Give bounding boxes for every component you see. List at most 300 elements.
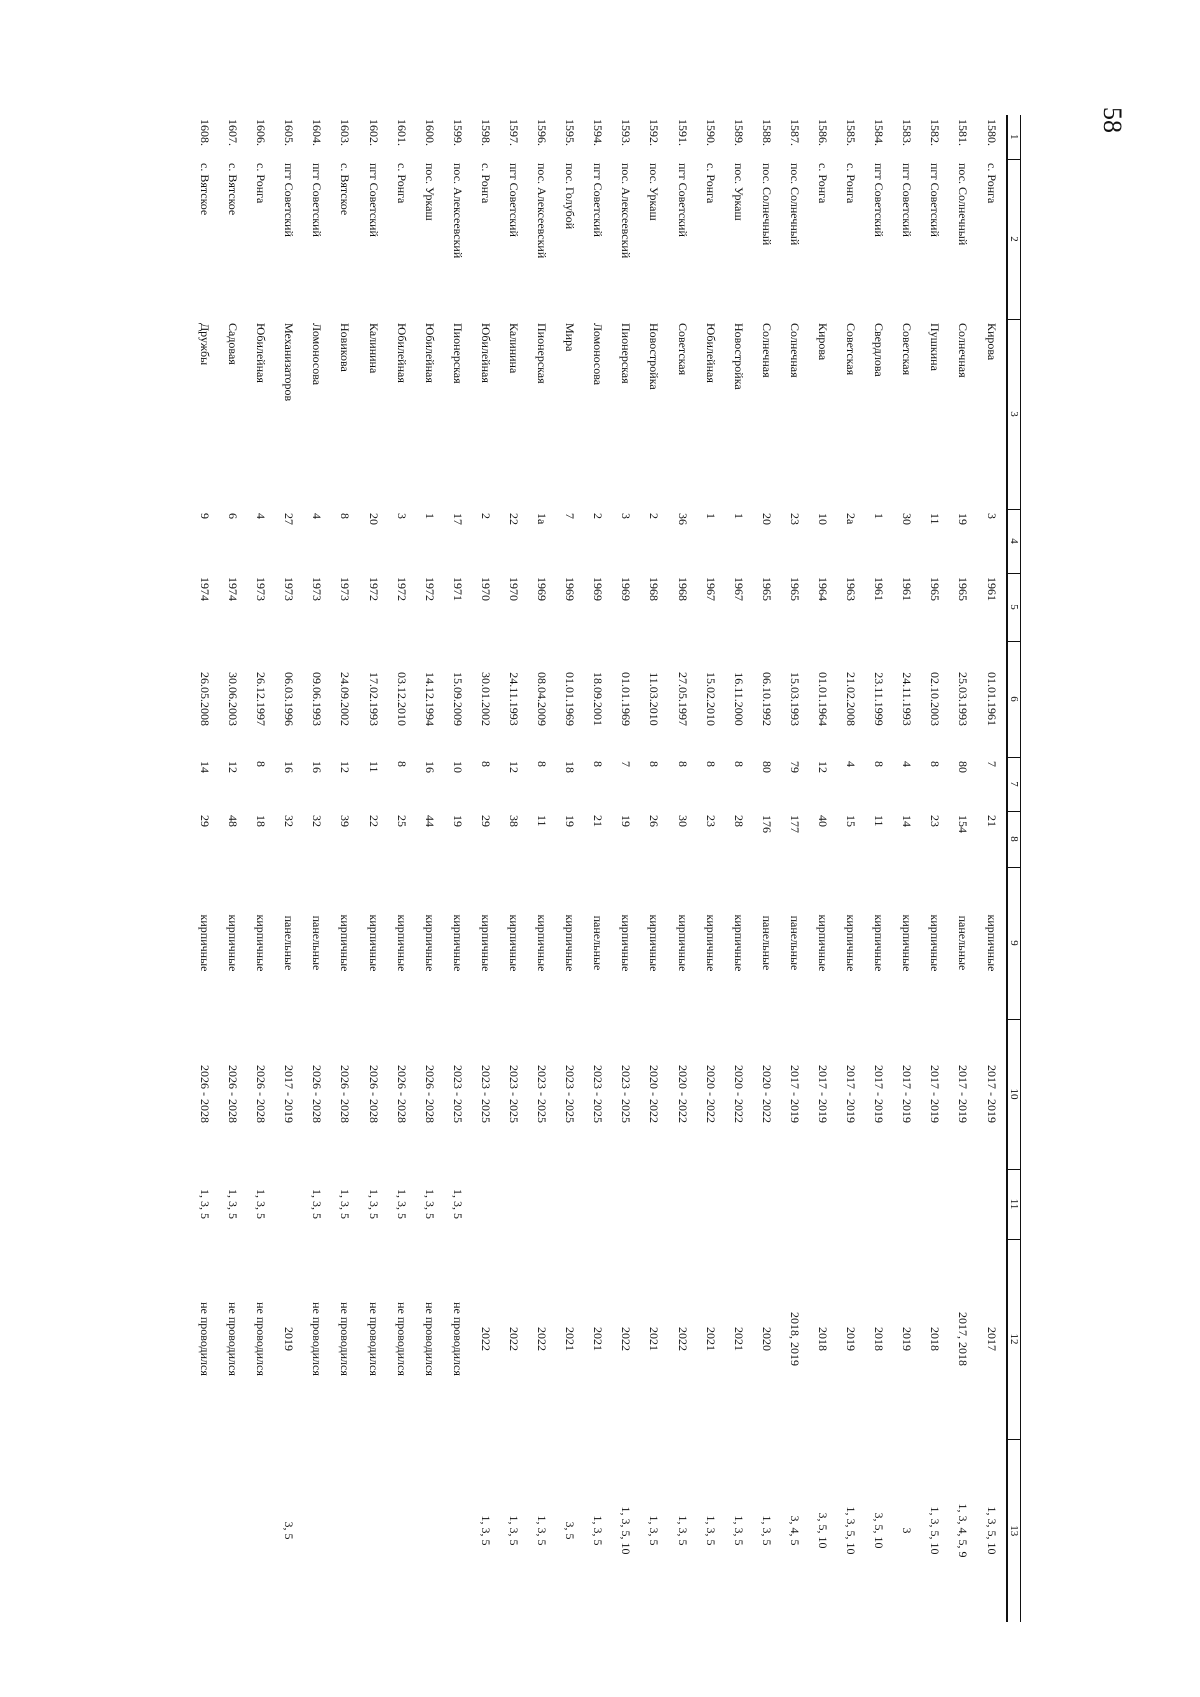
planned-period-cell: 2017 - 2019 — [900, 1065, 915, 1123]
floors-cell: 7 — [985, 761, 1000, 767]
header-cell: 5 — [1007, 573, 1021, 641]
table-row — [808, 115, 836, 1622]
row-number-cell: 1585. — [844, 119, 859, 146]
build-year-cell: 1961 — [872, 577, 887, 601]
completed-works-cell: 1, 3, 5 — [591, 1515, 606, 1546]
works-list-cell — [584, 1169, 612, 1239]
completed-works-cell: 1, 3, 5, 10 — [928, 1506, 943, 1555]
floors-cell: 8 — [478, 761, 493, 767]
works-list-cell — [471, 1169, 499, 1239]
settlement-cell: пос. Уркаш — [647, 163, 662, 221]
planned-period-cell: 2023 - 2025 — [563, 1065, 578, 1123]
header-cell: 11 — [1007, 1169, 1021, 1239]
table-row — [893, 115, 921, 1622]
registration-date-cell: 01.01.1964 — [816, 672, 831, 726]
works-list-cell — [865, 1169, 893, 1239]
wall-material-cell: кирпичные — [450, 914, 465, 972]
house-number-cell: 1 — [703, 513, 718, 519]
street-cell: Кирова — [985, 323, 1000, 361]
survey-year-cell: 2018, 2019 — [787, 1312, 802, 1366]
street-cell: Новостройка — [647, 323, 662, 390]
row-number-cell: 1602. — [366, 119, 381, 146]
registration-date-cell: 15.03.1993 — [787, 672, 802, 726]
registration-date-cell: 26.12.1997 — [254, 672, 269, 726]
planned-period-cell: 2026 - 2028 — [338, 1065, 353, 1123]
wall-material-cell: кирпичные — [226, 914, 241, 972]
house-number-cell: 4 — [310, 513, 325, 519]
settlement-cell: с. Ронга — [985, 163, 1000, 204]
survey-year-cell: не проводился — [226, 1302, 241, 1376]
build-year-cell: 1970 — [506, 577, 521, 601]
survey-year-cell: не проводился — [338, 1302, 353, 1376]
row-number-cell: 1607. — [226, 119, 241, 146]
settlement-cell: с. Ронга — [844, 163, 859, 204]
settlement-cell: пгт Советский — [675, 163, 690, 237]
survey-year-cell: 2022 — [619, 1327, 634, 1351]
housing-table — [190, 115, 1021, 1622]
floors-cell: 8 — [928, 761, 943, 767]
wall-material-cell: кирпичные — [675, 914, 690, 972]
floors-cell: 8 — [254, 761, 269, 767]
table-row — [190, 115, 219, 1622]
works-list-cell: 1, 3, 5 — [366, 1189, 381, 1219]
header-cell: 1 — [1007, 115, 1021, 159]
survey-year-cell: 2022 — [535, 1327, 550, 1351]
floors-cell: 8 — [394, 761, 409, 767]
survey-year-cell: 2022 — [675, 1327, 690, 1351]
registration-date-cell: 26.05.2008 — [197, 672, 212, 726]
build-year-cell: 1971 — [450, 577, 465, 601]
works-list-cell — [556, 1169, 584, 1239]
survey-year-cell: не проводился — [422, 1302, 437, 1376]
survey-year-cell: 2018 — [872, 1327, 887, 1351]
registration-date-cell: 16.11.2000 — [731, 672, 746, 726]
street-cell: Мира — [563, 323, 578, 352]
street-cell: Юбилейная — [254, 323, 269, 383]
floors-cell: 79 — [787, 761, 802, 773]
registration-date-cell: 21.02.2008 — [844, 672, 859, 726]
floors-cell: 4 — [900, 761, 915, 767]
table-row — [752, 115, 780, 1622]
build-year-cell: 1965 — [956, 577, 971, 601]
table-row — [415, 115, 443, 1622]
completed-works-cell — [387, 1439, 415, 1622]
completed-works-cell: 3, 5 — [563, 1521, 578, 1540]
wall-material-cell: кирпичные — [197, 914, 212, 972]
wall-material-cell: панельные — [310, 915, 325, 971]
build-year-cell: 1961 — [900, 577, 915, 601]
street-cell: Кирова — [816, 323, 831, 361]
completed-works-cell: 1, 3, 5 — [703, 1515, 718, 1546]
house-number-cell: 3 — [985, 513, 1000, 519]
street-cell: Юбилейная — [703, 323, 718, 383]
street-cell: Дружбы — [197, 323, 212, 366]
build-year-cell: 1974 — [197, 577, 212, 601]
works-list-cell — [780, 1169, 808, 1239]
rotated-table-container — [190, 115, 1021, 1622]
registration-date-cell: 17.02.1993 — [366, 672, 381, 726]
row-number-cell: 1583. — [900, 119, 915, 146]
house-number-cell: 23 — [787, 513, 802, 525]
table-row — [584, 115, 612, 1622]
completed-works-cell: 1, 3, 5 — [506, 1515, 521, 1546]
table-row — [275, 115, 303, 1622]
planned-period-cell: 2020 - 2022 — [703, 1065, 718, 1123]
wall-material-cell: кирпичные — [366, 914, 381, 972]
floors-cell: 8 — [731, 761, 746, 767]
survey-year-cell: 2020 — [759, 1327, 774, 1351]
wall-material-cell: кирпичные — [506, 914, 521, 972]
floors-cell: 8 — [591, 761, 606, 767]
apartments-cell: 38 — [506, 815, 521, 827]
works-list-cell: 1, 3, 5 — [197, 1189, 212, 1219]
registration-date-cell: 09.06.1993 — [310, 672, 325, 726]
works-list-cell: 1, 3, 5 — [310, 1189, 325, 1219]
planned-period-cell: 2017 - 2019 — [956, 1065, 971, 1123]
registration-date-cell: 25.03.1993 — [956, 672, 971, 726]
table-row — [219, 115, 247, 1622]
wall-material-cell: кирпичные — [844, 914, 859, 972]
apartments-cell: 26 — [647, 815, 662, 827]
header-cell: 13 — [1007, 1439, 1021, 1622]
survey-year-cell: не проводился — [394, 1302, 409, 1376]
completed-works-cell — [303, 1439, 331, 1622]
wall-material-cell: панельные — [759, 915, 774, 971]
wall-material-cell: кирпичные — [394, 914, 409, 972]
completed-works-cell: 1, 3, 5 — [675, 1515, 690, 1546]
row-number-cell: 1592. — [647, 119, 662, 146]
house-number-cell: 2 — [591, 513, 606, 519]
street-cell: Юбилейная — [394, 323, 409, 383]
completed-works-cell — [359, 1439, 387, 1622]
street-cell: Советская — [675, 323, 690, 376]
floors-cell: 80 — [956, 761, 971, 773]
completed-works-cell: 1, 3, 5 — [759, 1515, 774, 1546]
settlement-cell: пос. Алексеевский — [619, 163, 634, 259]
row-number-cell: 1584. — [872, 119, 887, 146]
completed-works-cell: 3, 5, 10 — [872, 1512, 887, 1549]
table-row — [471, 115, 499, 1622]
floors-cell: 11 — [366, 761, 381, 773]
wall-material-cell: кирпичные — [563, 914, 578, 972]
planned-period-cell: 2020 - 2022 — [675, 1065, 690, 1123]
registration-date-cell: 08.04.2009 — [535, 672, 550, 726]
floors-cell: 4 — [844, 761, 859, 767]
settlement-cell: пос. Голубой — [563, 163, 578, 230]
completed-works-cell: 1, 3, 5 — [647, 1515, 662, 1546]
settlement-cell: пос. Уркаш — [422, 163, 437, 221]
survey-year-cell: 2019 — [900, 1327, 915, 1351]
registration-date-cell: 24.11.1993 — [900, 672, 915, 726]
build-year-cell: 1967 — [703, 577, 718, 601]
build-year-cell: 1970 — [478, 577, 493, 601]
registration-date-cell: 14.12.1994 — [422, 672, 437, 726]
planned-period-cell: 2026 - 2028 — [310, 1065, 325, 1123]
row-number-cell: 1581. — [956, 119, 971, 146]
table-row — [949, 115, 977, 1622]
street-cell: Свердлова — [872, 323, 887, 377]
registration-date-cell: 30.06.2003 — [226, 672, 241, 726]
row-number-cell: 1597. — [506, 119, 521, 146]
build-year-cell: 1969 — [535, 577, 550, 601]
completed-works-cell — [247, 1439, 275, 1622]
table-row — [528, 115, 556, 1622]
row-number-cell: 1582. — [928, 119, 943, 146]
works-list-cell — [808, 1169, 836, 1239]
completed-works-cell: 3 — [900, 1527, 915, 1534]
settlement-cell: с. Ронга — [478, 163, 493, 204]
works-list-cell: 1, 3, 5 — [450, 1189, 465, 1219]
planned-period-cell: 2017 - 2019 — [816, 1065, 831, 1123]
header-cell: 7 — [1007, 757, 1021, 811]
works-list-cell — [275, 1169, 303, 1239]
build-year-cell: 1968 — [647, 577, 662, 601]
wall-material-cell: кирпичные — [900, 914, 915, 972]
registration-date-cell: 06.03.1996 — [282, 672, 297, 726]
floors-cell: 8 — [872, 761, 887, 767]
completed-works-cell: 3, 5, 10 — [816, 1512, 831, 1549]
apartments-cell: 23 — [703, 815, 718, 827]
survey-year-cell: не проводился — [254, 1302, 269, 1376]
completed-works-cell — [443, 1439, 471, 1622]
header-cell: 6 — [1007, 641, 1021, 757]
completed-works-cell — [415, 1439, 443, 1622]
house-number-cell: 11 — [928, 513, 943, 525]
row-number-cell: 1588. — [759, 119, 774, 146]
works-list-cell — [893, 1169, 921, 1239]
build-year-cell: 1967 — [731, 577, 746, 601]
build-year-cell: 1973 — [254, 577, 269, 601]
house-number-cell: 2 — [478, 513, 493, 519]
house-number-cell: 1а — [535, 513, 550, 525]
apartments-cell: 40 — [816, 815, 831, 827]
wall-material-cell: кирпичные — [985, 914, 1000, 972]
settlement-cell: пос. Солнечный — [956, 163, 971, 246]
settlement-cell: пос. Солнечный — [759, 163, 774, 246]
apartments-cell: 30 — [675, 815, 690, 827]
completed-works-cell — [190, 1439, 219, 1622]
house-number-cell: 27 — [282, 513, 297, 525]
build-year-cell: 1974 — [226, 577, 241, 601]
house-number-cell: 20 — [759, 513, 774, 525]
planned-period-cell: 2020 - 2022 — [647, 1065, 662, 1123]
row-number-cell: 1598. — [478, 119, 493, 146]
settlement-cell: пгт Советский — [900, 163, 915, 237]
registration-date-cell: 11.03.2010 — [647, 672, 662, 726]
works-list-cell — [499, 1169, 527, 1239]
settlement-cell: с. Ронга — [703, 163, 718, 204]
registration-date-cell: 03.12.2010 — [394, 672, 409, 726]
registration-date-cell: 15.09.2009 — [450, 672, 465, 726]
house-number-cell: 1 — [422, 513, 437, 519]
planned-period-cell: 2023 - 2025 — [506, 1065, 521, 1123]
header-cell: 4 — [1007, 509, 1021, 573]
works-list-cell: 1, 3, 5 — [226, 1189, 241, 1219]
completed-works-cell: 1, 3, 4, 5, 9 — [956, 1503, 971, 1558]
header-cell: 12 — [1007, 1239, 1021, 1439]
registration-date-cell: 18.09.2001 — [591, 672, 606, 726]
apartments-cell: 29 — [197, 815, 212, 827]
row-number-cell: 1603. — [338, 119, 353, 146]
apartments-cell: 22 — [366, 815, 381, 827]
floors-cell: 16 — [422, 761, 437, 773]
floors-cell: 12 — [338, 761, 353, 773]
row-number-cell: 1591. — [675, 119, 690, 146]
house-number-cell: 2 — [647, 513, 662, 519]
table-row — [837, 115, 865, 1622]
planned-period-cell: 2017 - 2019 — [928, 1065, 943, 1123]
table-row — [443, 115, 471, 1622]
floors-cell: 8 — [675, 761, 690, 767]
table-row — [331, 115, 359, 1622]
build-year-cell: 1973 — [282, 577, 297, 601]
works-list-cell — [724, 1169, 752, 1239]
street-cell: Калинина — [506, 323, 521, 374]
apartments-cell: 28 — [731, 815, 746, 827]
floors-cell: 7 — [619, 761, 634, 767]
table-row — [387, 115, 415, 1622]
works-list-cell — [949, 1169, 977, 1239]
settlement-cell: с. Вятское — [338, 163, 353, 216]
wall-material-cell: кирпичные — [619, 914, 634, 972]
build-year-cell: 1965 — [787, 577, 802, 601]
planned-period-cell: 2020 - 2022 — [731, 1065, 746, 1123]
planned-period-cell: 2017 - 2019 — [282, 1065, 297, 1123]
street-cell: Пионерская — [450, 323, 465, 384]
floors-cell: 16 — [282, 761, 297, 773]
survey-year-cell: 2021 — [703, 1327, 718, 1351]
header-cell: 3 — [1007, 319, 1021, 509]
table-row — [556, 115, 584, 1622]
house-number-cell: 19 — [956, 513, 971, 525]
registration-date-cell: 30.01.2002 — [478, 672, 493, 726]
apartments-cell: 23 — [928, 815, 943, 827]
completed-works-cell: 1, 3, 5 — [535, 1515, 550, 1546]
planned-period-cell: 2023 - 2025 — [591, 1065, 606, 1123]
wall-material-cell: кирпичные — [478, 914, 493, 972]
wall-material-cell: кирпичные — [338, 914, 353, 972]
row-number-cell: 1595. — [563, 119, 578, 146]
floors-cell: 8 — [647, 761, 662, 767]
planned-period-cell: 2026 - 2028 — [366, 1065, 381, 1123]
row-number-cell: 1601. — [394, 119, 409, 146]
build-year-cell: 1965 — [928, 577, 943, 601]
works-list-cell — [696, 1169, 724, 1239]
apartments-cell: 15 — [844, 815, 859, 827]
street-cell: Ломоносова — [591, 323, 606, 386]
row-number-cell: 1605. — [282, 119, 297, 146]
wall-material-cell: кирпичные — [703, 914, 718, 972]
settlement-cell: с. Ронга — [254, 163, 269, 204]
row-number-cell: 1590. — [703, 119, 718, 146]
works-list-cell — [752, 1169, 780, 1239]
build-year-cell: 1969 — [619, 577, 634, 601]
street-cell: Солнечная — [759, 323, 774, 378]
table-row — [865, 115, 893, 1622]
build-year-cell: 1972 — [422, 577, 437, 601]
planned-period-cell: 2023 - 2025 — [478, 1065, 493, 1123]
survey-year-cell: 2021 — [591, 1327, 606, 1351]
house-number-cell: 8 — [338, 513, 353, 519]
row-number-cell: 1608. — [197, 119, 212, 146]
planned-period-cell: 2026 - 2028 — [422, 1065, 437, 1123]
registration-date-cell: 24.09.2002 — [338, 672, 353, 726]
house-number-cell: 3 — [619, 513, 634, 519]
registration-date-cell: 15.02.2010 — [703, 672, 718, 726]
row-number-cell: 1580. — [985, 119, 1000, 146]
table-row — [640, 115, 668, 1622]
floors-cell: 14 — [197, 761, 212, 773]
completed-works-cell: 1, 3, 5 — [478, 1515, 493, 1546]
table-row — [724, 115, 752, 1622]
survey-year-cell: не проводился — [310, 1302, 325, 1376]
house-number-cell: 36 — [675, 513, 690, 525]
wall-material-cell: панельные — [282, 915, 297, 971]
works-list-cell: 1, 3, 5 — [422, 1189, 437, 1219]
table-row — [247, 115, 275, 1622]
row-number-cell: 1599. — [450, 119, 465, 146]
apartments-cell: 32 — [282, 815, 297, 827]
build-year-cell: 1965 — [759, 577, 774, 601]
build-year-cell: 1961 — [985, 577, 1000, 601]
row-number-cell: 1600. — [422, 119, 437, 146]
row-number-cell: 1593. — [619, 119, 634, 146]
works-list-cell — [640, 1169, 668, 1239]
survey-year-cell: не проводился — [366, 1302, 381, 1376]
table-row — [921, 115, 949, 1622]
wall-material-cell: кирпичные — [928, 914, 943, 972]
house-number-cell: 1 — [731, 513, 746, 519]
house-number-cell: 2а — [844, 513, 859, 525]
floors-cell: 12 — [506, 761, 521, 773]
completed-works-cell: 1, 3, 5, 10 — [844, 1506, 859, 1555]
registration-date-cell: 27.05.1997 — [675, 672, 690, 726]
street-cell: Калинина — [366, 323, 381, 374]
wall-material-cell: кирпичные — [422, 914, 437, 972]
floors-cell: 8 — [703, 761, 718, 767]
wall-material-cell: кирпичные — [731, 914, 746, 972]
wall-material-cell: кирпичные — [647, 914, 662, 972]
build-year-cell: 1969 — [563, 577, 578, 601]
floors-cell: 80 — [759, 761, 774, 773]
table-row — [780, 115, 808, 1622]
registration-date-cell: 24.11.1993 — [506, 672, 521, 726]
wall-material-cell: панельные — [787, 915, 802, 971]
wall-material-cell: кирпичные — [254, 914, 269, 972]
apartments-cell: 19 — [619, 815, 634, 827]
floors-cell: 12 — [226, 761, 241, 773]
wall-material-cell: кирпичные — [872, 914, 887, 972]
settlement-cell: пгт Советский — [506, 163, 521, 237]
settlement-cell: пгт Советский — [591, 163, 606, 237]
completed-works-cell — [331, 1439, 359, 1622]
survey-year-cell: 2018 — [928, 1327, 943, 1351]
house-number-cell: 20 — [366, 513, 381, 525]
table-row — [977, 115, 1007, 1622]
street-cell: Советская — [900, 323, 915, 376]
planned-period-cell: 2026 - 2028 — [254, 1065, 269, 1123]
apartments-cell: 48 — [226, 815, 241, 827]
survey-year-cell: не проводился — [197, 1302, 212, 1376]
street-cell: Пионерская — [619, 323, 634, 384]
house-number-cell: 3 — [394, 513, 409, 519]
house-number-cell: 22 — [506, 513, 521, 525]
street-cell: Пушкина — [928, 323, 943, 371]
completed-works-cell: 3, 4, 5 — [787, 1515, 802, 1546]
planned-period-cell: 2023 - 2025 — [619, 1065, 634, 1123]
survey-year-cell: 2017, 2018 — [956, 1312, 971, 1366]
registration-date-cell: 06.10.1992 — [759, 672, 774, 726]
